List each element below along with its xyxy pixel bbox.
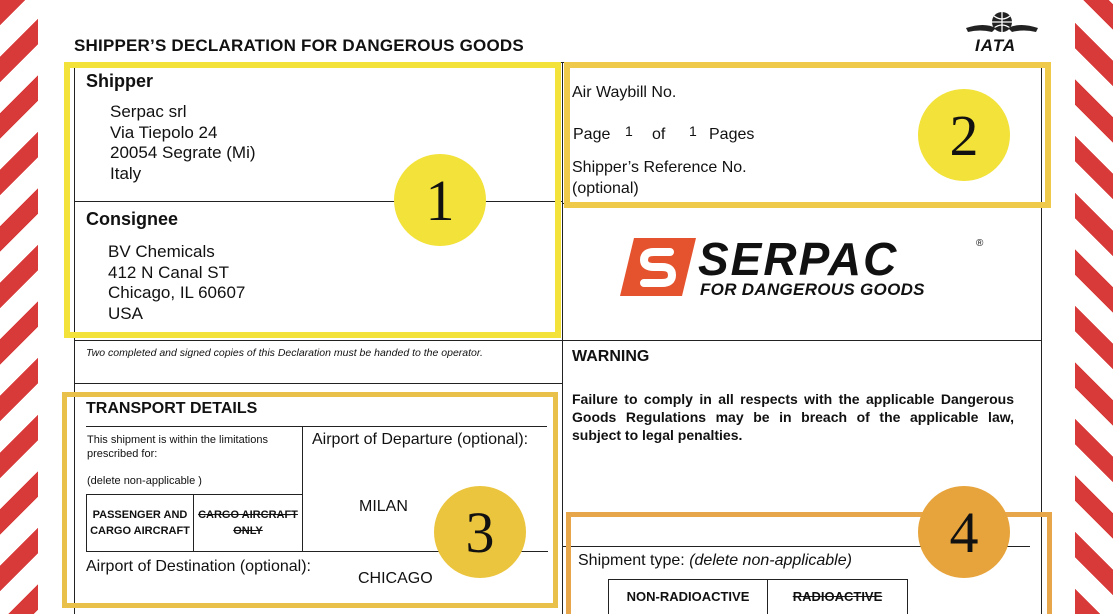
transport-heading: TRANSPORT DETAILS (86, 400, 258, 417)
serpac-logo-tagline: FOR DANGEROUS GOODS (700, 280, 925, 299)
non-radioactive-cell: NON-RADIOACTIVE (608, 579, 768, 614)
callout-number-4: 4 (918, 486, 1010, 578)
copies-note: Two completed and signed copies of this Declaration must be handed to the operator. (86, 347, 483, 359)
shipper-address-line: Serpac srl (110, 102, 187, 121)
destination-value: CHICAGO (358, 570, 433, 587)
page-label: Page (573, 126, 611, 143)
passenger-cargo-aircraft-cell: PASSENGER AND CARGO AIRCRAFT (86, 494, 194, 552)
left-hazard-stripe (0, 0, 38, 614)
serpac-logo-icon (620, 238, 696, 296)
warning-body: Failure to comply in all respects with the applicable Dangerous Goods Regulations may be in breach of the applicable law, subject to legal penalties. (572, 391, 1014, 443)
shipper-reference-label: Shipper’s Reference No. (572, 159, 747, 176)
callout-box-1 (64, 62, 561, 338)
transport-top-border (74, 383, 562, 384)
page-number: 1 (625, 123, 633, 139)
departure-label: Airport of Departure (optional): (312, 431, 529, 448)
page-total: 1 (689, 123, 697, 139)
mid-form-divider (74, 340, 1042, 341)
radioactive-cell: RADIOACTIVE (767, 579, 908, 614)
consignee-address-line: 412 N Canal ST (108, 262, 229, 282)
delete-note: (delete non-applicable ) (87, 475, 202, 487)
right-hazard-stripe (1075, 0, 1113, 614)
destination-label: Airport of Destination (optional): (86, 558, 311, 575)
shipper-address-line: Italy (110, 163, 142, 183)
air-waybill-label: Air Waybill No. (572, 84, 677, 101)
callout-number-3: 3 (434, 486, 526, 578)
callout-number-2: 2 (918, 89, 1010, 181)
form-title: SHIPPER’S DECLARATION FOR DANGEROUS GOODS (74, 36, 524, 55)
form-center-divider (562, 62, 563, 614)
consignee-address-line: BV Chemicals (108, 242, 215, 261)
shipper-reference-optional: (optional) (572, 180, 639, 197)
serpac-logo-name: SERPAC (698, 233, 899, 285)
callout-number-1: 1 (394, 154, 486, 246)
departure-value: MILAN (359, 498, 408, 515)
pages-label: Pages (709, 126, 755, 143)
consignee-heading: Consignee (86, 209, 179, 229)
limitations-text: This shipment is within the limitations prescribed for: (87, 434, 268, 460)
shipment-type-note: (delete non-applicable) (689, 552, 852, 569)
shipper-address-line: 20054 Segrate (Mi) (110, 143, 256, 162)
shipment-type-text: Shipment type: (578, 552, 685, 569)
consignee-address-line: USA (108, 303, 143, 323)
shipper-heading: Shipper (86, 71, 154, 91)
warning-title: WARNING (572, 348, 650, 365)
consignee-address-line: Chicago, IL 60607 (108, 283, 246, 302)
shipper-address-line: Via Tiepolo 24 (110, 122, 218, 142)
cargo-aircraft-only-cell: CARGO AIRCRAFT ONLY (193, 494, 303, 552)
iata-logo-text: IATA (975, 36, 1017, 55)
of-label: of (652, 126, 666, 143)
serpac-logo-registered: ® (976, 238, 984, 249)
